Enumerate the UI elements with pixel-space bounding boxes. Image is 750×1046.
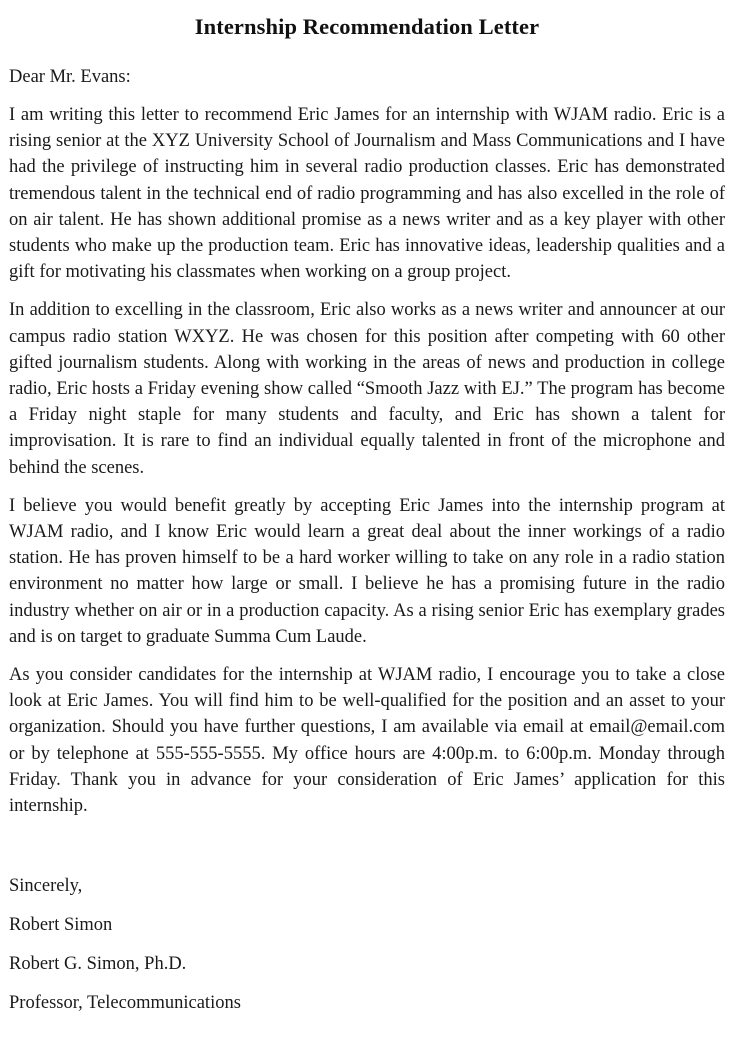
letter-paragraph-1: I am writing this letter to recommend Eric James for an internship with WJAM radio. Eric is a rising senior at the XYZ University School of Journalism and Mass Communications and I have had the privilege of instructing him in several radio production classes. Eric has demonstrated tremendous talent in the technical end of radio programming and has also excelled in the role of on air talent. He has shown additional promise as a news writer and as a key player with other students who make up the production team. Eric has innovative ideas, leadership qualities and a gift for motivating his classmates when working on a group project.	[9, 105, 725, 283]
letter-paragraph-4: As you consider candidates for the internship at WJAM radio, I encourage you to take a close look at Eric James. You will find him to be well-qualified for the position and an asset to your organization. Should you have further questions, I am available via email at email@email.com or by telephone at 555-555-5555. My office hours are 4:00p.m. to 6:00p.m. Monday through Friday. Thank you in advance for your consideration of Eric James’ application for this internship.	[9, 665, 725, 817]
closing-salutation: Sincerely,	[9, 876, 83, 897]
signature-name: Robert Simon	[9, 915, 113, 936]
printed-name: Robert G. Simon, Ph.D.	[9, 954, 187, 975]
letter-paragraph-2: In addition to excelling in the classroom, Eric also works as a news writer and announcer at our campus radio station WXYZ. He was chosen for this position after competing with 60 other gifted journalism students. Along with working in the areas of news and production in college radio, Eric hosts a Friday evening show called “Smooth Jazz with EJ.” The program has become a Friday night staple for many students and faculty, and Eric has shown a talent for improvisation. It is rare to find an individual equally talented in front of the microphone and behind the scenes.	[9, 300, 725, 478]
signature-block	[9, 873, 725, 1016]
letter-salutation: Dear Mr. Evans:	[9, 67, 131, 87]
job-title: Professor, Telecommunications	[9, 993, 241, 1014]
letter-paragraph-3: I believe you would benefit greatly by accepting Eric James into the internship program at WJAM radio, and I know Eric would learn a great deal about the inner workings of a radio station. He has proven himself to be a hard worker willing to take on any role in a radio station environment no matter how large or small. I believe he has a promising future in the radio industry whether on air or in a production capacity. As a rising senior Eric has exemplary grades and is on target to graduate Summa Cum Laude.	[9, 495, 725, 647]
page-title: Internship Recommendation Letter	[194, 14, 540, 39]
